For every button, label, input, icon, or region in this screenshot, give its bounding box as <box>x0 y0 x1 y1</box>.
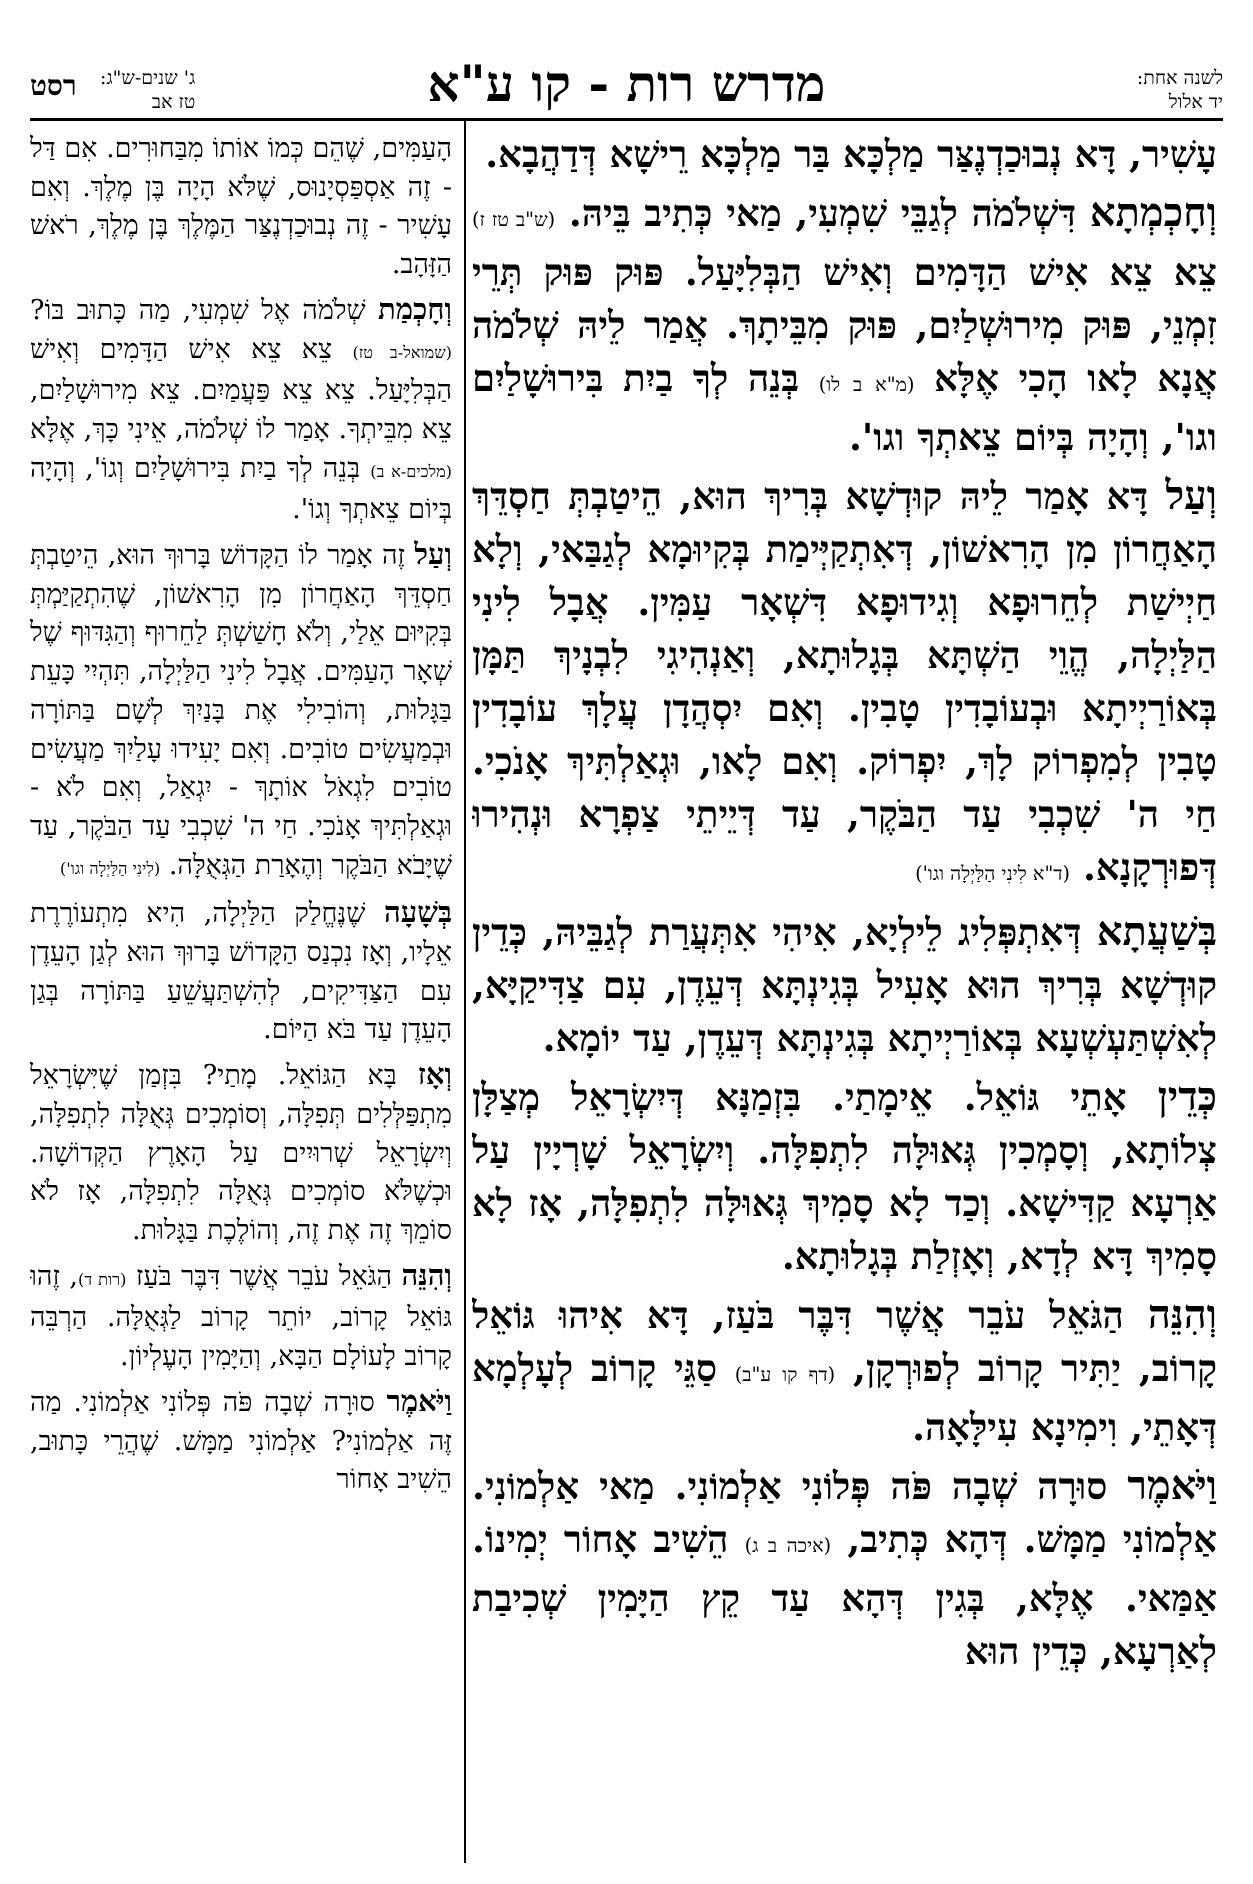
main-page-ref: (דף קו ע"ב) <box>734 1363 836 1386</box>
side-text: שֶׁנֶּחֱלַק הַלַּיְלָה, הִיא מִתְעוֹרֶרֶת אֵלָיו, וְאָז נִכְנַס הַקָּדוֹשׁ בָּרוּךְ הוּא לְגַן הָעֵדֶן עִם הַצַּדִּיקִים, לְהִשְׁתַּעֲשֵׁעַ בַּתּוֹרָה בְּגַן הָעֵדֶן עַד בֹּא הַיּוֹם. <box>30 898 452 1046</box>
main-paragraph-3 <box>472 469 1217 900</box>
page-title: מדרש רות - קו ע"א <box>427 54 826 113</box>
main-paragraph-5 <box>472 1070 1217 1283</box>
side-text: , זֶהוּ גּוֹאֵל קָרוֹב, יוֹתֵר קָרוֹב לַגְּאֻלָּה. הַרְבֵּה קָרוֹב לָעוֹלָם הַבָּא, וְהַיָּמִין הָעֶלְיוֹן. <box>30 1260 452 1373</box>
main-source-ref: (ד"א לִינִי הַלַּיְלָה וגו') <box>915 862 1071 885</box>
main-text-column <box>472 128 1217 1868</box>
side-source-ref: (רות ד) <box>78 1269 127 1289</box>
main-source-ref: (ש"ב טז ז) <box>472 208 556 231</box>
column-divider <box>464 121 466 1863</box>
main-source-ref: (איכה ב ג) <box>744 1534 832 1557</box>
main-paragraph-6 <box>472 1288 1217 1454</box>
main-lead-word: וַיֹּאמֶר <box>1127 1462 1217 1509</box>
side-paragraph-2 <box>30 290 452 530</box>
translation-column <box>30 130 452 1870</box>
main-text: דְּאִתְפְּלִיג לֵילְיָא, אִיהִי אִתְּעֲרַת לְגַבֵּיהּ, כְּדֵין קוּדְשָׁא בְּרִיךְ הוּא אָעִיל בְּגִינְתָּא דְּעֵדֶן, עִם צַדִּיקַיָּא, לְאִשְׁתַּעְשְׁעָא בְּאוֹרַיְיתָא בְּגִינְתָּא דְּעֵדֶן, עַד יוֹמָא. <box>472 910 1217 1060</box>
header-right-line1: לשנה אחת: <box>1136 67 1223 89</box>
side-paragraph-4 <box>30 893 452 1050</box>
main-lead-word: בְּשַׁעֲתָא <box>1096 908 1217 955</box>
side-text: בְּנֵה לְךָ בַיִת בִּירוּשָׁלַיִם וְגוֹ', וְהָיָה בְּיוֹם צֵאתְךָ וְגוֹ'. <box>30 452 452 526</box>
side-paragraph-1 <box>30 130 452 285</box>
main-paragraph-2 <box>472 186 1217 464</box>
side-lead-word: וְחָכְמַת <box>377 291 452 326</box>
main-text: עָשִׁיר, דָּא נְבוּכַדְנֶצַּר מַלְכָּא בַּר מַלְכָּא רֵישָׁא דְּדַהֲבָא. <box>485 132 1217 176</box>
side-paragraph-3 <box>30 535 452 888</box>
side-text: שְׁלֹמֹה אֶל שִׁמְעִי, מַה כָּתוּב בּוֹ? <box>30 294 378 326</box>
side-paragraph-5 <box>30 1055 452 1251</box>
page-folio: רסט <box>30 69 77 102</box>
main-source-ref: (מ"א ב לו) <box>818 373 915 396</box>
main-text: אָתֵי גּוֹאֵל. אֵימָתַי. בִּזְמַנָּא דְּיִשְׂרָאֵל מְצַלָּן צְלוֹתָא, וְסָמְכִין גְּאוּלָּה לִתְפִלָּה. וְיִשְׂרָאֵל שָׁרְיָין עַל אַרְעָא קַדִּישָׁא. וְכַד לָא סָמִיךְ גְּאוּלָּה לִתְפִלָּה, אָז לָא סָמִיךְ דָּא לְדָא, וְאָזְלַת בְּגָלוּתָא. <box>472 1075 1217 1278</box>
main-text: בְּנֵה לְךָ בַיִת בִּירוּשָׁלַיִם וגו', וְהָיָה בְּיוֹם צֵאתְךָ וגו'. <box>472 356 1217 459</box>
main-lead-word: וְחָכְמְתָא <box>1089 189 1217 236</box>
header-left-line2: טז אב <box>151 91 196 113</box>
header-left-line1: ג' שנים-ש"ג: <box>100 67 196 89</box>
side-paragraph-7 <box>30 1382 452 1500</box>
side-source-ref: (שמואל-ב טז) <box>352 342 452 362</box>
main-lead-word: וְעַל <box>1165 472 1217 519</box>
main-text: סַגֵּי קָרוֹב לְעָלְמָא דְּאָתֵי, וִימִינָא עִילָּאָה. <box>472 1346 1217 1449</box>
side-text: בָּא הַגּוֹאֵל. מָתַי? בִּזְמַן שֶׁיִּשְׂרָאֵל מִתְפַּלְּלִים תְּפִלָּה, וְסוֹמְכִים גְּאֻלָּה לִתְפִלָּה, וְיִשְׂרָאֵל שְׁרוּיִים עַל הָאָרֶץ הַקְּדוֹשָׁה. וּכְשֶׁלֹּא סוֹמְכִים גְּאֻלָּה לִתְפִלָּה, אָז לֹא סוֹמֵךְ זֶה אֶת זֶה, וְהוֹלֶכֶת בַּגָּלוּת. <box>30 1060 452 1246</box>
main-lead-word: כְּדֵין <box>1157 1073 1217 1120</box>
main-paragraph-1 <box>472 128 1217 181</box>
side-source-ref: (מלכים-א ב) <box>370 461 452 481</box>
side-text: צֵא צֵא אִישׁ הַדָּמִים וְאִישׁ הַבְּלִיָּעַל. צֵא צֵא פַּעֲמַיִם. צֵא מִירוּשָׁלַיִם, צֵא מִבֵּיתְךָ. אָמַר לוֹ שְׁלֹמֹה, אֵינִי כָּךְ, אֶלָּא <box>30 333 452 445</box>
main-paragraph-4 <box>472 905 1217 1065</box>
side-lead-word: וְהִנֵּה <box>401 1257 452 1292</box>
side-lead-word: וְאָז <box>417 1057 452 1092</box>
page-header <box>30 52 1223 112</box>
side-lead-word: וְעַל <box>414 537 452 572</box>
main-text: הֵשִׁיב אָחוֹר יְמִינוֹ. אַמַּאי. אֶלָּא, בְּגִין דְּהָא עַד קֵץ הַיָּמִין שְׁכִיבַת לְאַרְעָא, כְּדֵין הוּא <box>472 1517 1217 1673</box>
side-paragraph-6 <box>30 1256 452 1377</box>
main-lead-word: וְהִנֵּה <box>1147 1291 1217 1338</box>
main-text: צֵא צֵא אִישׁ הַדָּמִים וְאִישׁ הַבְּלִיָּעַל. פּוּק פּוּק תְּרֵי זִמְנֵי, פּוּק מִירוּשְׁלַיִם, פּוּק מִבֵּיתָךְ. אֲמַר לֵיהּ שְׁלֹמֹה אֲנָא לָאו הָכִי אֶלָּא <box>472 250 1217 400</box>
main-text: סוּרָה שְׁבָה פֹּה פְּלוֹנִי אַלְמוֹנִי. מַאי אַלְמוֹנִי. אַלְמוֹנִי מַמָּשׁ. דְּהָא כְּתִיב, <box>472 1464 1217 1561</box>
main-text: דִּשְׁלֹמֹה לְגַבֵּי שִׁמְעִי, מַאי כְּתִיב בֵּיהּ. <box>568 191 1090 235</box>
main-text: הַגֹּאֵל עֹבֵר אֲשֶׁר דִּבֶּר בֹּעַז, דָּא אִיהוּ גּוֹאֵל קָרוֹב, יַתִּיר קָרוֹב לְפוּרְקָן, <box>472 1293 1217 1390</box>
side-text: סוּרָה שְׁבָה פֹּה פְּלוֹנִי אַלְמוֹנִי. מַה זֶּה אַלְמוֹנִי? אַלְמוֹנִי מַמָּשׁ. שֶׁהֲרֵי כָּתוּב, הֵשִׁיב אָחוֹר <box>30 1386 452 1496</box>
main-paragraph-7 <box>472 1459 1217 1678</box>
side-lead-word: וַיֹּאמֶר <box>386 1383 452 1418</box>
side-lead-word: בְּשָׁעָה <box>384 895 452 930</box>
header-right-line2: יד אלול <box>1168 91 1223 113</box>
side-text: זֶה אָמַר לוֹ הַקָּדוֹשׁ בָּרוּךְ הוּא, הֵיטַבְתְּ חַסְדֵּךְ הָאַחֲרוֹן מִן הָרִאשׁוֹן, שֶׁהִתְקַיַּמְתְּ בְּקִיּוּם אֵלַי, וְלֹא חָשַׁשְׁתְּ לַחֵרוּף וְהַגִּדּוּף שֶׁל שְׁאָר הָעַמִּים. אֲבָל לִינִי הַלַּיְלָה, תִּהְיִי כָּעֵת בַּגָּלוּת, וְהוֹבִילִי אֶת בָּנַיִךְ לְשָׁם בַּתּוֹרָה וּבְמַעֲשִׂים טוֹבִים. וְאִם יָעִידוּ עָלַיִךְ מַעֲשִׂים טוֹבִים לִגְאֹל אוֹתָךְ - יִגְאַל, וְאִם לֹא - וּגְאַלְתִּיךְ אָנֹכִי. חַי ה' שִׁכְבִי עַד הַבֹּקֶר, עַד שֶׁיָּבֹא הַבֹּקֶר וְהֶאָרַת הַגְּאֻלָּה. <box>30 540 452 881</box>
header-divider <box>30 118 1223 121</box>
side-source-ref: (לִינִי הַלַּיְלָה וגו') <box>59 858 161 878</box>
side-text: הָעַמִּים, שֶׁהֵם כְּמוֹ אוֹתוֹ מִבַּחוּרִים. אִם דַּל - זֶה אַסְפַּסְיָנוּס, שֶׁלֹּא הָיָה בֶּן מֶלֶךְ. וְאִם עָשִׁיר - זֶה נְבוּכַדְנֶצַּר הַמֶּלֶךְ בֶּן מֶלֶךְ, רֹאשׁ הַזָּהָב. <box>30 133 452 281</box>
side-text: הַגֹּאֵל עֹבֵר אֲשֶׁר דִּבֶּר בֹּעַז <box>135 1260 402 1292</box>
main-text: דָּא אָמַר לֵיהּ קוּדְשָׁא בְּרִיךְ הוּא, הֵיטַבְתְּ חַסְדֵּךְ הָאַחֲרוֹן מִן הָרִאשׁוֹן, דְּאִתְקַיְּימַת בְּקִיוּמָא לְגַבַּאי, וְלָא חַיְישַׁת לְחֵרוּפָא וְגִידוּפָא דִּשְׁאָר עַמִּין. אֲבָל לִינִי הַלַּיְלָה, הֱוֵי הַשְׁתָּא בְּגָלוּתָא, וְאַנְהִיגִי לִבְנָיךְ תַּמָּן בְּאוֹרַיְיתָא וּבְעוֹבָדִין טָבִין. וְאִם יִסְהֲדָן עֲלָךְ עוֹבָדִין טָבִין לְמִפְרוֹק לָךְ, יִפְרוֹק. וְאִם לָאו, וּגְאַלְתִּיךְ אָנֹכִי. חַי ה' שִׁכְבִי עַד הַבֹּקֶר, עַד דְּיֵיתֵי צַפְרָא וּנְהִירוּ דְּפוּרְקָנָא. <box>472 474 1217 889</box>
